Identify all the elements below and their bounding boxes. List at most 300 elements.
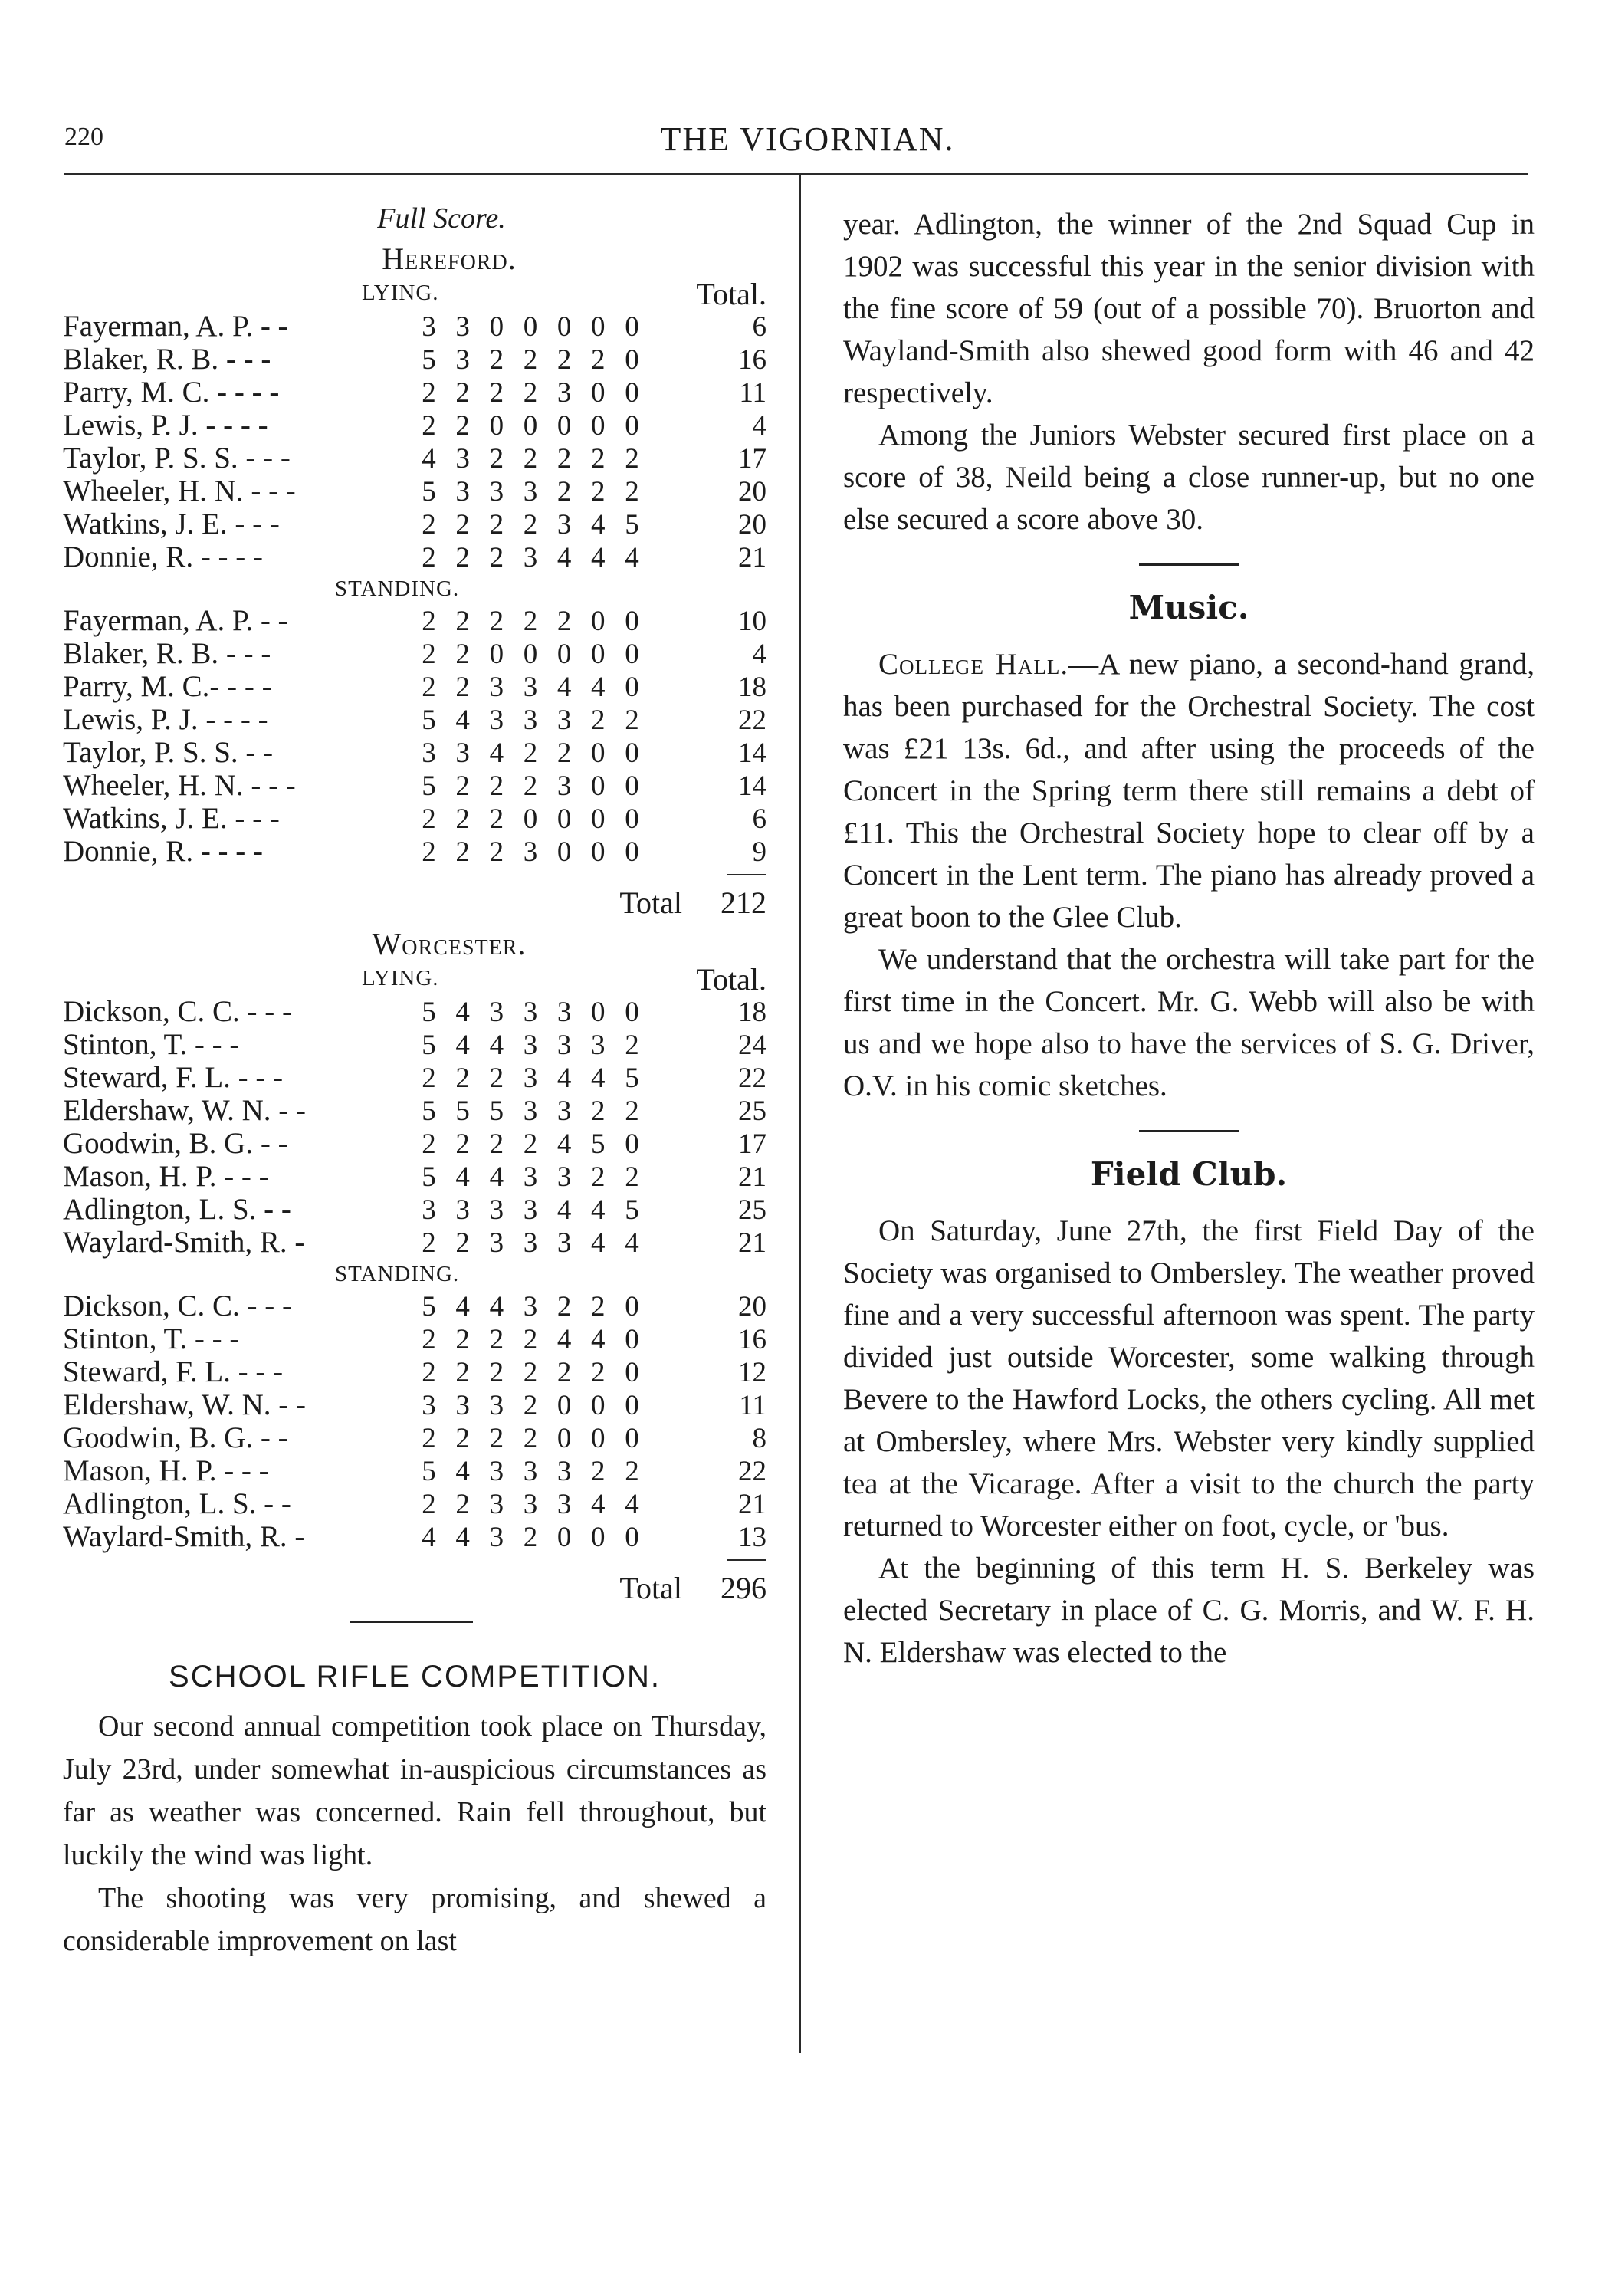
row-total: 21: [738, 542, 766, 573]
juniors-paragraph: Among the Juniors Webster secured first place on a score of 38, Neild being a close runner-up, but no one else secured a score above 30.: [843, 419, 1535, 536]
shot-score: 4: [625, 1489, 639, 1520]
shot-score: 2: [489, 344, 504, 376]
team-heading-worcester: Worcester.: [372, 927, 527, 961]
shot-score: 2: [422, 542, 436, 573]
music-paragraph: We understand that the orchestra will take part for the first time in the Concert. Mr. G. Webb will also be with us and we hope also to have the services of S. G. Driver, O.V. in his comic sketches.: [843, 943, 1535, 1102]
shot-score: 2: [523, 377, 538, 409]
shot-score: 3: [523, 672, 538, 703]
lying-label: LYING.: [362, 966, 439, 990]
shot-score: 2: [455, 606, 470, 637]
score-row: [63, 1160, 766, 1193]
column-divider: [799, 175, 801, 2053]
shot-scores: [400, 1521, 645, 1554]
shot-scores: [400, 1455, 645, 1488]
shot-score: 0: [556, 1390, 572, 1421]
shot-score: 2: [455, 672, 470, 703]
competitor-name: Lewis, P. J. - - - -: [63, 703, 268, 736]
shot-score: 0: [556, 639, 572, 670]
shot-score: 2: [455, 1063, 470, 1094]
shot-score: 2: [489, 1128, 504, 1160]
shot-scores: [400, 1095, 645, 1128]
row-total: 14: [738, 770, 766, 802]
shot-score: 2: [625, 1161, 639, 1193]
row-total: 17: [738, 1128, 766, 1160]
shot-score: 2: [422, 836, 436, 868]
shot-score: 4: [625, 1227, 639, 1259]
shot-scores: [400, 475, 645, 508]
shot-score: 0: [625, 1423, 639, 1454]
shot-score: 2: [455, 836, 470, 868]
row-total: 21: [738, 1489, 766, 1520]
shot-score: 4: [556, 542, 572, 573]
running-head: THE VIGORNIAN.: [660, 120, 955, 158]
shot-score: 4: [591, 1324, 606, 1355]
shot-scores: [400, 803, 645, 836]
music-paragraph-text: —A new piano, a second-hand grand, has been purchased for the Orchestral Society. The cost was £21 13s. 6d., and after using the proceeds of the Concert in the Spring term there still remains a debt of £11. This the Orchestral Society hope to clear off by a Concert in the Lent term. The piano has already proved a great boon to the Glee Club.: [843, 648, 1535, 934]
shot-score: 0: [591, 770, 606, 802]
shot-score: 2: [422, 1227, 436, 1259]
shot-score: 2: [556, 737, 572, 769]
header-rule: [64, 173, 1528, 175]
shot-score: 4: [422, 1522, 436, 1553]
row-total: 20: [738, 1291, 766, 1322]
shot-score: 2: [455, 639, 470, 670]
shot-score: 2: [455, 1324, 470, 1355]
shot-score: 2: [523, 606, 538, 637]
shot-score: 3: [523, 1194, 538, 1226]
shot-scores: [400, 1488, 645, 1521]
shot-score: 0: [625, 1522, 639, 1553]
rifle-paragraph: The shooting was very promising, and shewed a considerable improvement on last: [63, 1882, 766, 1957]
shot-score: 2: [455, 1227, 470, 1259]
shot-score: 2: [591, 443, 606, 475]
shot-score: 0: [625, 344, 639, 376]
competitor-name: Eldershaw, W. N. - -: [63, 1094, 306, 1127]
row-total: 20: [738, 509, 766, 540]
shot-score: 2: [422, 1324, 436, 1355]
shot-score: 2: [422, 1357, 436, 1388]
shot-score: 2: [489, 836, 504, 868]
shot-score: 2: [489, 377, 504, 409]
shot-score: 0: [625, 1390, 639, 1421]
competitor-name: Waylard-Smith, R. -: [63, 1226, 305, 1259]
score-row: [63, 475, 766, 507]
shot-score: 0: [591, 377, 606, 409]
shot-score: 3: [489, 1390, 504, 1421]
shot-score: 2: [625, 1095, 639, 1127]
score-row: [63, 343, 766, 376]
competitor-name: Fayerman, A. P. - -: [63, 604, 288, 637]
shot-score: 2: [422, 509, 436, 540]
row-total: 9: [752, 836, 766, 868]
score-row: [63, 1061, 766, 1094]
field-club-heading: Field Club.: [1090, 1155, 1288, 1193]
row-total: 22: [738, 1063, 766, 1094]
shot-scores: [400, 310, 645, 343]
shot-scores: [400, 442, 645, 475]
shot-score: 3: [489, 1456, 504, 1487]
shot-scores: [400, 1290, 645, 1323]
shot-score: 4: [591, 542, 606, 573]
shot-score: 2: [625, 705, 639, 736]
shot-score: 3: [523, 705, 538, 736]
college-hall-lead: College Hall.: [878, 648, 1069, 681]
shot-score: 4: [455, 1456, 470, 1487]
shot-score: 4: [591, 1227, 606, 1259]
competitor-name: Mason, H. P. - - -: [63, 1160, 269, 1193]
shot-score: 3: [523, 1456, 538, 1487]
shot-score: 3: [523, 1489, 538, 1520]
score-row: [63, 835, 766, 868]
grand-total-row: [63, 1553, 766, 1610]
shot-score: 3: [523, 1030, 538, 1061]
shot-score: 2: [591, 1095, 606, 1127]
row-total: 10: [738, 606, 766, 637]
shot-score: 0: [591, 311, 606, 343]
shot-score: 0: [625, 1291, 639, 1322]
shot-score: 2: [591, 476, 606, 507]
total-column-label: Total.: [696, 962, 766, 997]
rifle-continued-paragraph: year. Adlington, the winner of the 2nd Squad Cup in 1902 was successful this year in the senior division with the fine score of 59 (out of a possible 70). Bruorton and Wayland-Smith also shewed good form with 46 and 42 respectively.: [843, 208, 1535, 409]
row-total: 17: [738, 443, 766, 475]
competitor-name: Parry, M. C.- - - -: [63, 670, 272, 703]
row-total: 25: [738, 1194, 766, 1226]
shot-score: 2: [455, 1128, 470, 1160]
worcester-lying-rows: [63, 995, 766, 1259]
shot-score: 5: [422, 997, 436, 1028]
row-total: 24: [738, 1030, 766, 1061]
shot-score: 0: [556, 410, 572, 442]
shot-score: 3: [489, 997, 504, 1028]
competitor-name: Adlington, L. S. - -: [63, 1193, 291, 1226]
shot-score: 4: [455, 997, 470, 1028]
shot-scores: [400, 605, 645, 638]
score-row: [63, 540, 766, 573]
shot-score: 2: [422, 1128, 436, 1160]
shot-score: 2: [489, 803, 504, 835]
competitor-name: Donnie, R. - - - -: [63, 835, 264, 868]
competitor-name: Watkins, J. E. - - -: [63, 802, 280, 835]
shot-score: 4: [591, 509, 606, 540]
shot-score: 3: [556, 1489, 572, 1520]
row-total: 18: [738, 672, 766, 703]
grand-total-value: 212: [721, 885, 766, 920]
shot-score: 4: [556, 1324, 572, 1355]
shot-score: 3: [556, 997, 572, 1028]
score-row: [63, 670, 766, 703]
shot-score: 3: [523, 997, 538, 1028]
shot-score: 3: [422, 1390, 436, 1421]
shot-score: 2: [625, 1030, 639, 1061]
shot-score: 3: [422, 311, 436, 343]
shot-score: 0: [591, 1522, 606, 1553]
shot-score: 5: [422, 770, 436, 802]
score-row: [63, 1520, 766, 1553]
row-total: 25: [738, 1095, 766, 1127]
section-header: [63, 1259, 766, 1289]
shot-scores: [400, 1029, 645, 1062]
shot-score: 2: [591, 705, 606, 736]
shot-scores: [400, 1356, 645, 1389]
shot-score: 2: [556, 606, 572, 637]
shot-score: 5: [625, 1194, 639, 1226]
shot-score: 3: [523, 476, 538, 507]
shot-score: 4: [455, 1161, 470, 1193]
shot-score: 5: [422, 476, 436, 507]
shot-score: 0: [625, 1324, 639, 1355]
competitor-name: Taylor, P. S. S. - -: [63, 736, 274, 769]
competitor-name: Watkins, J. E. - - -: [63, 507, 280, 540]
shot-score: 0: [625, 606, 639, 637]
shot-score: 3: [455, 344, 470, 376]
shot-score: 3: [556, 1456, 572, 1487]
shot-score: 0: [625, 410, 639, 442]
shot-score: 3: [523, 1095, 538, 1127]
right-column: [843, 203, 1535, 1674]
shot-score: 0: [625, 1357, 639, 1388]
section-header: [63, 573, 766, 604]
shot-score: 4: [455, 705, 470, 736]
music-heading: Music.: [1128, 589, 1249, 626]
shot-score: 2: [591, 1357, 606, 1388]
shot-score: 2: [556, 1357, 572, 1388]
shot-scores: [400, 343, 645, 376]
shot-score: 0: [556, 311, 572, 343]
shot-score: 0: [591, 606, 606, 637]
shot-score: 2: [489, 1423, 504, 1454]
shot-score: 3: [556, 1030, 572, 1061]
left-column: [63, 198, 766, 1963]
competitor-name: Blaker, R. B. - - -: [63, 637, 271, 670]
competitor-name: Stinton, T. - - -: [63, 1322, 240, 1355]
grand-total-label: Total: [619, 885, 682, 920]
shot-score: 5: [422, 1161, 436, 1193]
standing-label: STANDING.: [335, 1262, 460, 1286]
shot-score: 2: [523, 1324, 538, 1355]
competitor-name: Waylard-Smith, R. -: [63, 1520, 305, 1553]
shot-score: 3: [489, 1489, 504, 1520]
grand-total-row: [63, 868, 766, 925]
row-total: 21: [738, 1227, 766, 1259]
shot-score: 2: [556, 476, 572, 507]
shot-score: 4: [489, 1291, 504, 1322]
shot-score: 5: [422, 1291, 436, 1322]
score-table-title: Full Score.: [377, 202, 506, 235]
shot-score: 2: [455, 410, 470, 442]
row-total: 13: [738, 1522, 766, 1553]
shot-score: 4: [489, 1030, 504, 1061]
shot-score: 0: [625, 1128, 639, 1160]
shot-score: 2: [422, 1423, 436, 1454]
shot-score: 4: [556, 1063, 572, 1094]
shot-score: 2: [523, 1128, 538, 1160]
shot-score: 2: [591, 1456, 606, 1487]
shot-score: 3: [455, 476, 470, 507]
competitor-name: Donnie, R. - - - -: [63, 540, 264, 573]
shot-score: 3: [455, 1194, 470, 1226]
score-row: [63, 409, 766, 442]
shot-score: 0: [591, 997, 606, 1028]
score-row: [63, 1454, 766, 1487]
shot-score: 2: [455, 542, 470, 573]
shot-score: 3: [556, 509, 572, 540]
shot-score: 0: [556, 1423, 572, 1454]
grand-total-value: 296: [721, 1571, 766, 1605]
shot-score: 0: [625, 377, 639, 409]
shot-scores: [400, 1161, 645, 1194]
shot-score: 0: [625, 672, 639, 703]
hereford-lying-rows: [63, 310, 766, 573]
row-total: 4: [752, 410, 766, 442]
competitor-name: Blaker, R. B. - - -: [63, 343, 271, 376]
worcester-standing-rows: [63, 1289, 766, 1553]
competitor-name: Steward, F. L. - - -: [63, 1061, 284, 1094]
section-header: [63, 964, 766, 995]
shot-score: 2: [556, 443, 572, 475]
score-row: [63, 995, 766, 1028]
score-row: [63, 1226, 766, 1259]
shot-score: 2: [422, 1063, 436, 1094]
shot-scores: [400, 737, 645, 770]
shot-score: 3: [523, 542, 538, 573]
shot-score: 2: [523, 737, 538, 769]
shot-score: 3: [556, 770, 572, 802]
score-row: [63, 1322, 766, 1355]
shot-score: 2: [556, 344, 572, 376]
shot-score: 3: [422, 737, 436, 769]
shot-score: 0: [625, 836, 639, 868]
shot-score: 5: [625, 509, 639, 540]
shot-score: 5: [489, 1095, 504, 1127]
shot-score: 3: [455, 1390, 470, 1421]
shot-score: 3: [523, 1291, 538, 1322]
score-row: [63, 1289, 766, 1322]
row-total: 21: [738, 1161, 766, 1193]
section-divider: [350, 1621, 473, 1623]
shot-score: 2: [455, 1489, 470, 1520]
shot-score: 2: [422, 639, 436, 670]
shot-scores: [400, 671, 645, 704]
shot-scores: [400, 409, 645, 442]
shot-score: 5: [422, 1030, 436, 1061]
score-row: [63, 1193, 766, 1226]
field-club-paragraph: On Saturday, June 27th, the first Field Day of the Society was organised to Ombersley. The weather proved fine and a very successful afternoon was spent. The party divided just outside Worcester, some walking through Bevere to the Hawford Locks, the others cycling. All met at Ombersley, where Mrs. Webster very kindly supplied tea at the Vicarage. After a visit to the church the party returned to Worcester either on foot, cycle, or 'bus.: [843, 1214, 1535, 1542]
shot-score: 2: [489, 542, 504, 573]
shot-score: 0: [625, 311, 639, 343]
shot-score: 0: [489, 311, 504, 343]
rifle-competition-heading: SCHOOL RIFLE COMPETITION.: [169, 1660, 661, 1693]
shot-score: 2: [489, 1063, 504, 1094]
shot-scores: [400, 1323, 645, 1356]
shot-score: 2: [591, 1161, 606, 1193]
shot-score: 3: [489, 1227, 504, 1259]
shot-scores: [400, 508, 645, 541]
score-row: [63, 1127, 766, 1160]
score-row: [63, 736, 766, 769]
shot-score: 3: [556, 705, 572, 736]
row-total: 8: [752, 1423, 766, 1454]
shot-scores: [400, 996, 645, 1029]
competitor-name: Dickson, C. C. - - -: [63, 995, 292, 1028]
shot-score: 3: [422, 1194, 436, 1226]
shot-score: 2: [422, 606, 436, 637]
score-row: [63, 802, 766, 835]
score-row: [63, 1355, 766, 1388]
row-total: 20: [738, 476, 766, 507]
shot-score: 3: [556, 1227, 572, 1259]
shot-score: 2: [489, 606, 504, 637]
shot-score: 3: [556, 1161, 572, 1193]
shot-score: 4: [556, 672, 572, 703]
shot-score: 5: [422, 344, 436, 376]
shot-score: 5: [625, 1063, 639, 1094]
shot-score: 2: [455, 1423, 470, 1454]
shot-score: 0: [591, 639, 606, 670]
shot-scores: [400, 1389, 645, 1422]
row-total: 11: [739, 377, 766, 409]
shot-score: 3: [523, 1161, 538, 1193]
shot-scores: [400, 836, 645, 869]
row-total: 16: [738, 1324, 766, 1355]
shot-score: 3: [455, 311, 470, 343]
row-total: 12: [738, 1357, 766, 1388]
shot-score: 5: [591, 1128, 606, 1160]
score-row: [63, 769, 766, 802]
row-total: 6: [752, 803, 766, 835]
shot-score: 2: [489, 1357, 504, 1388]
shot-score: 2: [489, 509, 504, 540]
shot-score: 0: [489, 639, 504, 670]
shot-score: 3: [489, 1194, 504, 1226]
shot-scores: [400, 638, 645, 671]
shot-score: 2: [625, 1456, 639, 1487]
shot-score: 0: [625, 803, 639, 835]
competitor-name: Steward, F. L. - - -: [63, 1355, 284, 1388]
music-paragraph: [843, 643, 1535, 938]
score-row: [63, 442, 766, 475]
shot-score: 0: [591, 1423, 606, 1454]
shot-score: 3: [455, 443, 470, 475]
row-total: 22: [738, 1456, 766, 1487]
lying-label: LYING.: [362, 281, 439, 305]
shot-score: 4: [489, 737, 504, 769]
shot-score: 5: [422, 1095, 436, 1127]
shot-score: 2: [591, 1291, 606, 1322]
shot-score: 3: [523, 1227, 538, 1259]
competitor-name: Wheeler, H. N. - - -: [63, 475, 296, 507]
shot-score: 0: [489, 410, 504, 442]
shot-scores: [400, 1194, 645, 1227]
shot-score: 0: [523, 410, 538, 442]
row-total: 18: [738, 997, 766, 1028]
shot-score: 0: [523, 639, 538, 670]
competitor-name: Eldershaw, W. N. - -: [63, 1388, 306, 1421]
score-row: [63, 507, 766, 540]
section-header: [63, 279, 766, 310]
competitor-name: Goodwin, B. G. - -: [63, 1127, 288, 1160]
shot-score: 2: [591, 344, 606, 376]
shot-score: 0: [625, 737, 639, 769]
score-row: [63, 703, 766, 736]
competitor-name: Fayerman, A. P. - -: [63, 310, 288, 343]
total-rule: [727, 1559, 766, 1561]
row-total: 22: [738, 705, 766, 736]
shot-scores: [400, 1062, 645, 1095]
shot-score: 3: [523, 1063, 538, 1094]
competitor-name: Lewis, P. J. - - - -: [63, 409, 268, 442]
shot-score: 5: [455, 1095, 470, 1127]
shot-score: 2: [422, 1489, 436, 1520]
